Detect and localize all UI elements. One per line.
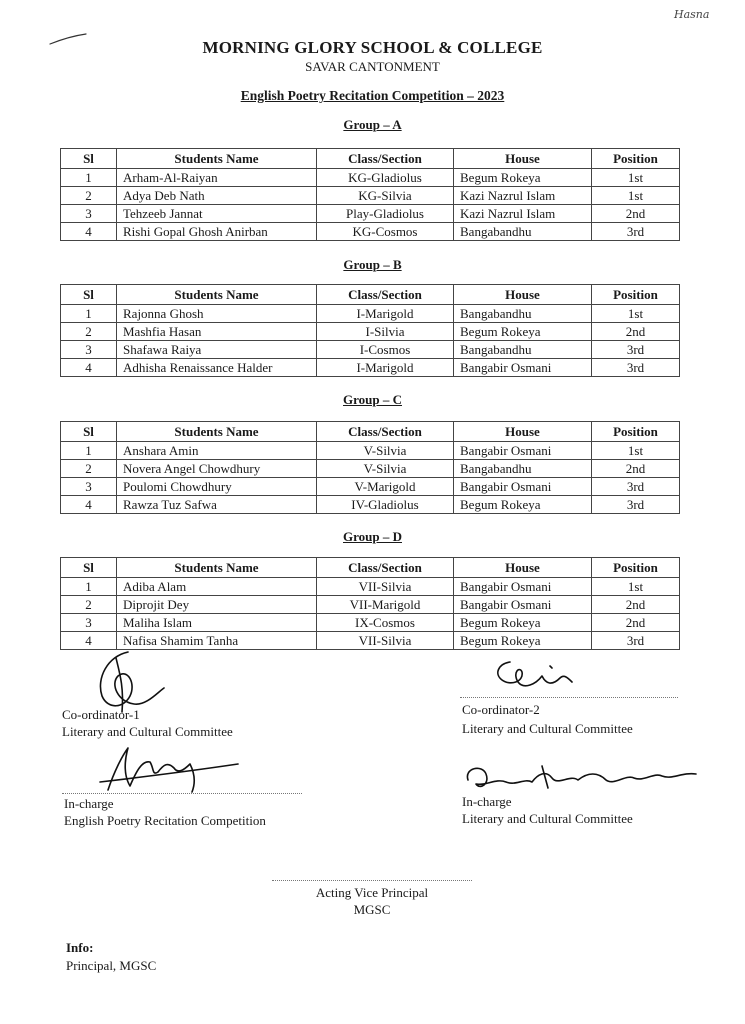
cell-class-section: VII-Marigold (317, 596, 454, 614)
cell-class-section: I-Marigold (317, 305, 454, 323)
table-row (61, 187, 680, 205)
table-row (61, 632, 680, 650)
cell-student-name: Adiba Alam (117, 578, 317, 596)
cell-house: Begum Rokeya (454, 323, 592, 341)
coordinator-2-signature-line (460, 697, 678, 698)
cell-sl: 4 (61, 632, 117, 650)
table-row (61, 169, 680, 187)
cell-sl: 2 (61, 323, 117, 341)
cell-student-name: Nafisa Shamim Tanha (117, 632, 317, 650)
group-b-table (60, 284, 680, 377)
cell-sl: 1 (61, 305, 117, 323)
coordinator-2-role: Co-ordinator-2 (462, 702, 540, 717)
cell-student-name: Shafawa Raiya (117, 341, 317, 359)
incharge-committee-signature (462, 760, 702, 796)
cell-student-name: Diprojit Dey (117, 596, 317, 614)
cell-student-name: Anshara Amin (117, 442, 317, 460)
table-row (61, 205, 680, 223)
group-a-title: Group – A (343, 117, 402, 132)
cell-class-section: IV-Gladiolus (317, 496, 454, 514)
cell-student-name: Arham-Al-Raiyan (117, 169, 317, 187)
cell-position: 1st (592, 442, 680, 460)
cell-house: Kazi Nazrul Islam (454, 205, 592, 223)
cell-house: Begum Rokeya (454, 614, 592, 632)
cell-sl: 4 (61, 496, 117, 514)
cell-class-section: IX-Cosmos (317, 614, 454, 632)
column-header-class-section: Class/Section (317, 558, 454, 578)
cell-student-name: Poulomi Chowdhury (117, 478, 317, 496)
corner-handwritten-note: Hasna (674, 8, 710, 21)
cell-sl: 2 (61, 187, 117, 205)
group-c-table (60, 421, 680, 514)
cell-position: 3rd (592, 478, 680, 496)
column-header-class-section: Class/Section (317, 285, 454, 305)
cell-house: Kazi Nazrul Islam (454, 187, 592, 205)
table-header-row (61, 285, 680, 305)
incharge-competition-committee: English Poetry Recitation Competition (64, 813, 266, 828)
table-row (61, 323, 680, 341)
cell-class-section: I-Silvia (317, 323, 454, 341)
coordinator-2-committee: Literary and Cultural Committee (462, 721, 633, 736)
cell-sl: 3 (61, 341, 117, 359)
vice-principal-signature-line (272, 880, 472, 881)
cell-position: 1st (592, 578, 680, 596)
table-header-row (61, 149, 680, 169)
vice-principal-role: Acting Vice Principal (315, 885, 429, 900)
cell-sl: 3 (61, 478, 117, 496)
school-name: MORNING GLORY SCHOOL & COLLEGE (202, 38, 543, 57)
cell-house: Bangabir Osmani (454, 578, 592, 596)
cell-class-section: I-Cosmos (317, 341, 454, 359)
cell-student-name: Mashfia Hasan (117, 323, 317, 341)
table-header-row (61, 422, 680, 442)
column-header-student-name: Students Name (117, 285, 317, 305)
column-header-house: House (454, 285, 592, 305)
cell-class-section: KG-Gladiolus (317, 169, 454, 187)
cell-class-section: V-Silvia (317, 442, 454, 460)
incharge-committee-committee: Literary and Cultural Committee (462, 811, 633, 826)
cell-sl: 4 (61, 359, 117, 377)
group-d-table (60, 557, 680, 650)
cell-position: 3rd (592, 632, 680, 650)
column-header-sl: Sl (61, 558, 117, 578)
column-header-student-name: Students Name (117, 149, 317, 169)
cell-house: Bangabir Osmani (454, 359, 592, 377)
cell-position: 3rd (592, 496, 680, 514)
cell-position: 2nd (592, 323, 680, 341)
table-row (61, 359, 680, 377)
column-header-sl: Sl (61, 149, 117, 169)
cell-house: Bangabir Osmani (454, 478, 592, 496)
competition-title: English Poetry Recitation Competition – 2023 (240, 88, 505, 103)
cell-position: 3rd (592, 341, 680, 359)
cell-house: Bangabandhu (454, 341, 592, 359)
info-recipient: Principal, MGSC (66, 958, 157, 973)
column-header-position: Position (592, 285, 680, 305)
incharge-committee-role: In-charge (462, 794, 512, 809)
cell-student-name: Rajonna Ghosh (117, 305, 317, 323)
cell-class-section: VII-Silvia (317, 632, 454, 650)
info-heading: Info: (66, 940, 94, 955)
table-row (61, 596, 680, 614)
cell-house: Begum Rokeya (454, 496, 592, 514)
group-c-title: Group – C (343, 392, 402, 407)
incharge-competition-signature (94, 742, 244, 798)
cell-position: 2nd (592, 614, 680, 632)
table-row (61, 496, 680, 514)
cell-position: 2nd (592, 205, 680, 223)
group-d-title: Group – D (343, 529, 402, 544)
cell-position: 1st (592, 169, 680, 187)
table-row (61, 614, 680, 632)
table-row (61, 460, 680, 478)
cell-student-name: Tehzeeb Jannat (117, 205, 317, 223)
cell-house: Bangabandhu (454, 460, 592, 478)
group-a-table (60, 148, 680, 241)
column-header-student-name: Students Name (117, 558, 317, 578)
cell-sl: 1 (61, 169, 117, 187)
incharge-competition-signature-line (62, 793, 302, 794)
cell-student-name: Adya Deb Nath (117, 187, 317, 205)
column-header-house: House (454, 422, 592, 442)
cell-position: 1st (592, 187, 680, 205)
table-row (61, 305, 680, 323)
cell-sl: 1 (61, 442, 117, 460)
column-header-sl: Sl (61, 422, 117, 442)
vice-principal-org: MGSC (353, 902, 391, 917)
cell-class-section: VII-Silvia (317, 578, 454, 596)
table-row (61, 223, 680, 241)
table-row (61, 478, 680, 496)
cell-sl: 4 (61, 223, 117, 241)
cell-student-name: Novera Angel Chowdhury (117, 460, 317, 478)
cell-student-name: Rawza Tuz Safwa (117, 496, 317, 514)
column-header-sl: Sl (61, 285, 117, 305)
cell-position: 1st (592, 305, 680, 323)
group-b-title: Group – B (343, 257, 402, 272)
column-header-position: Position (592, 558, 680, 578)
cell-student-name: Rishi Gopal Ghosh Anirban (117, 223, 317, 241)
cell-house: Bangabir Osmani (454, 596, 592, 614)
cell-class-section: KG-Silvia (317, 187, 454, 205)
coordinator-1-role: Co-ordinator-1 (62, 707, 140, 722)
column-header-position: Position (592, 422, 680, 442)
cell-position: 2nd (592, 596, 680, 614)
cell-house: Bangabandhu (454, 223, 592, 241)
cell-sl: 2 (61, 460, 117, 478)
cell-house: Bangabir Osmani (454, 442, 592, 460)
cell-student-name: Adhisha Renaissance Halder (117, 359, 317, 377)
cell-position: 3rd (592, 223, 680, 241)
table-row (61, 341, 680, 359)
coordinator-2-signature (490, 656, 580, 696)
table-row (61, 442, 680, 460)
column-header-house: House (454, 558, 592, 578)
incharge-competition-role: In-charge (64, 796, 114, 811)
cell-position: 3rd (592, 359, 680, 377)
column-header-position: Position (592, 149, 680, 169)
table-header-row (61, 558, 680, 578)
cell-house: Bangabandhu (454, 305, 592, 323)
coordinator-1-committee: Literary and Cultural Committee (62, 724, 233, 739)
column-header-student-name: Students Name (117, 422, 317, 442)
cell-sl: 3 (61, 614, 117, 632)
cell-house: Begum Rokeya (454, 632, 592, 650)
cell-sl: 2 (61, 596, 117, 614)
cell-position: 2nd (592, 460, 680, 478)
cell-class-section: V-Marigold (317, 478, 454, 496)
cell-class-section: V-Silvia (317, 460, 454, 478)
column-header-class-section: Class/Section (317, 422, 454, 442)
cell-student-name: Maliha Islam (117, 614, 317, 632)
cell-sl: 3 (61, 205, 117, 223)
cell-class-section: I-Marigold (317, 359, 454, 377)
campus-name: SAVAR CANTONMENT (305, 59, 440, 74)
cell-house: Begum Rokeya (454, 169, 592, 187)
cell-class-section: Play-Gladiolus (317, 205, 454, 223)
table-row (61, 578, 680, 596)
cell-class-section: KG-Cosmos (317, 223, 454, 241)
column-header-class-section: Class/Section (317, 149, 454, 169)
cell-sl: 1 (61, 578, 117, 596)
column-header-house: House (454, 149, 592, 169)
